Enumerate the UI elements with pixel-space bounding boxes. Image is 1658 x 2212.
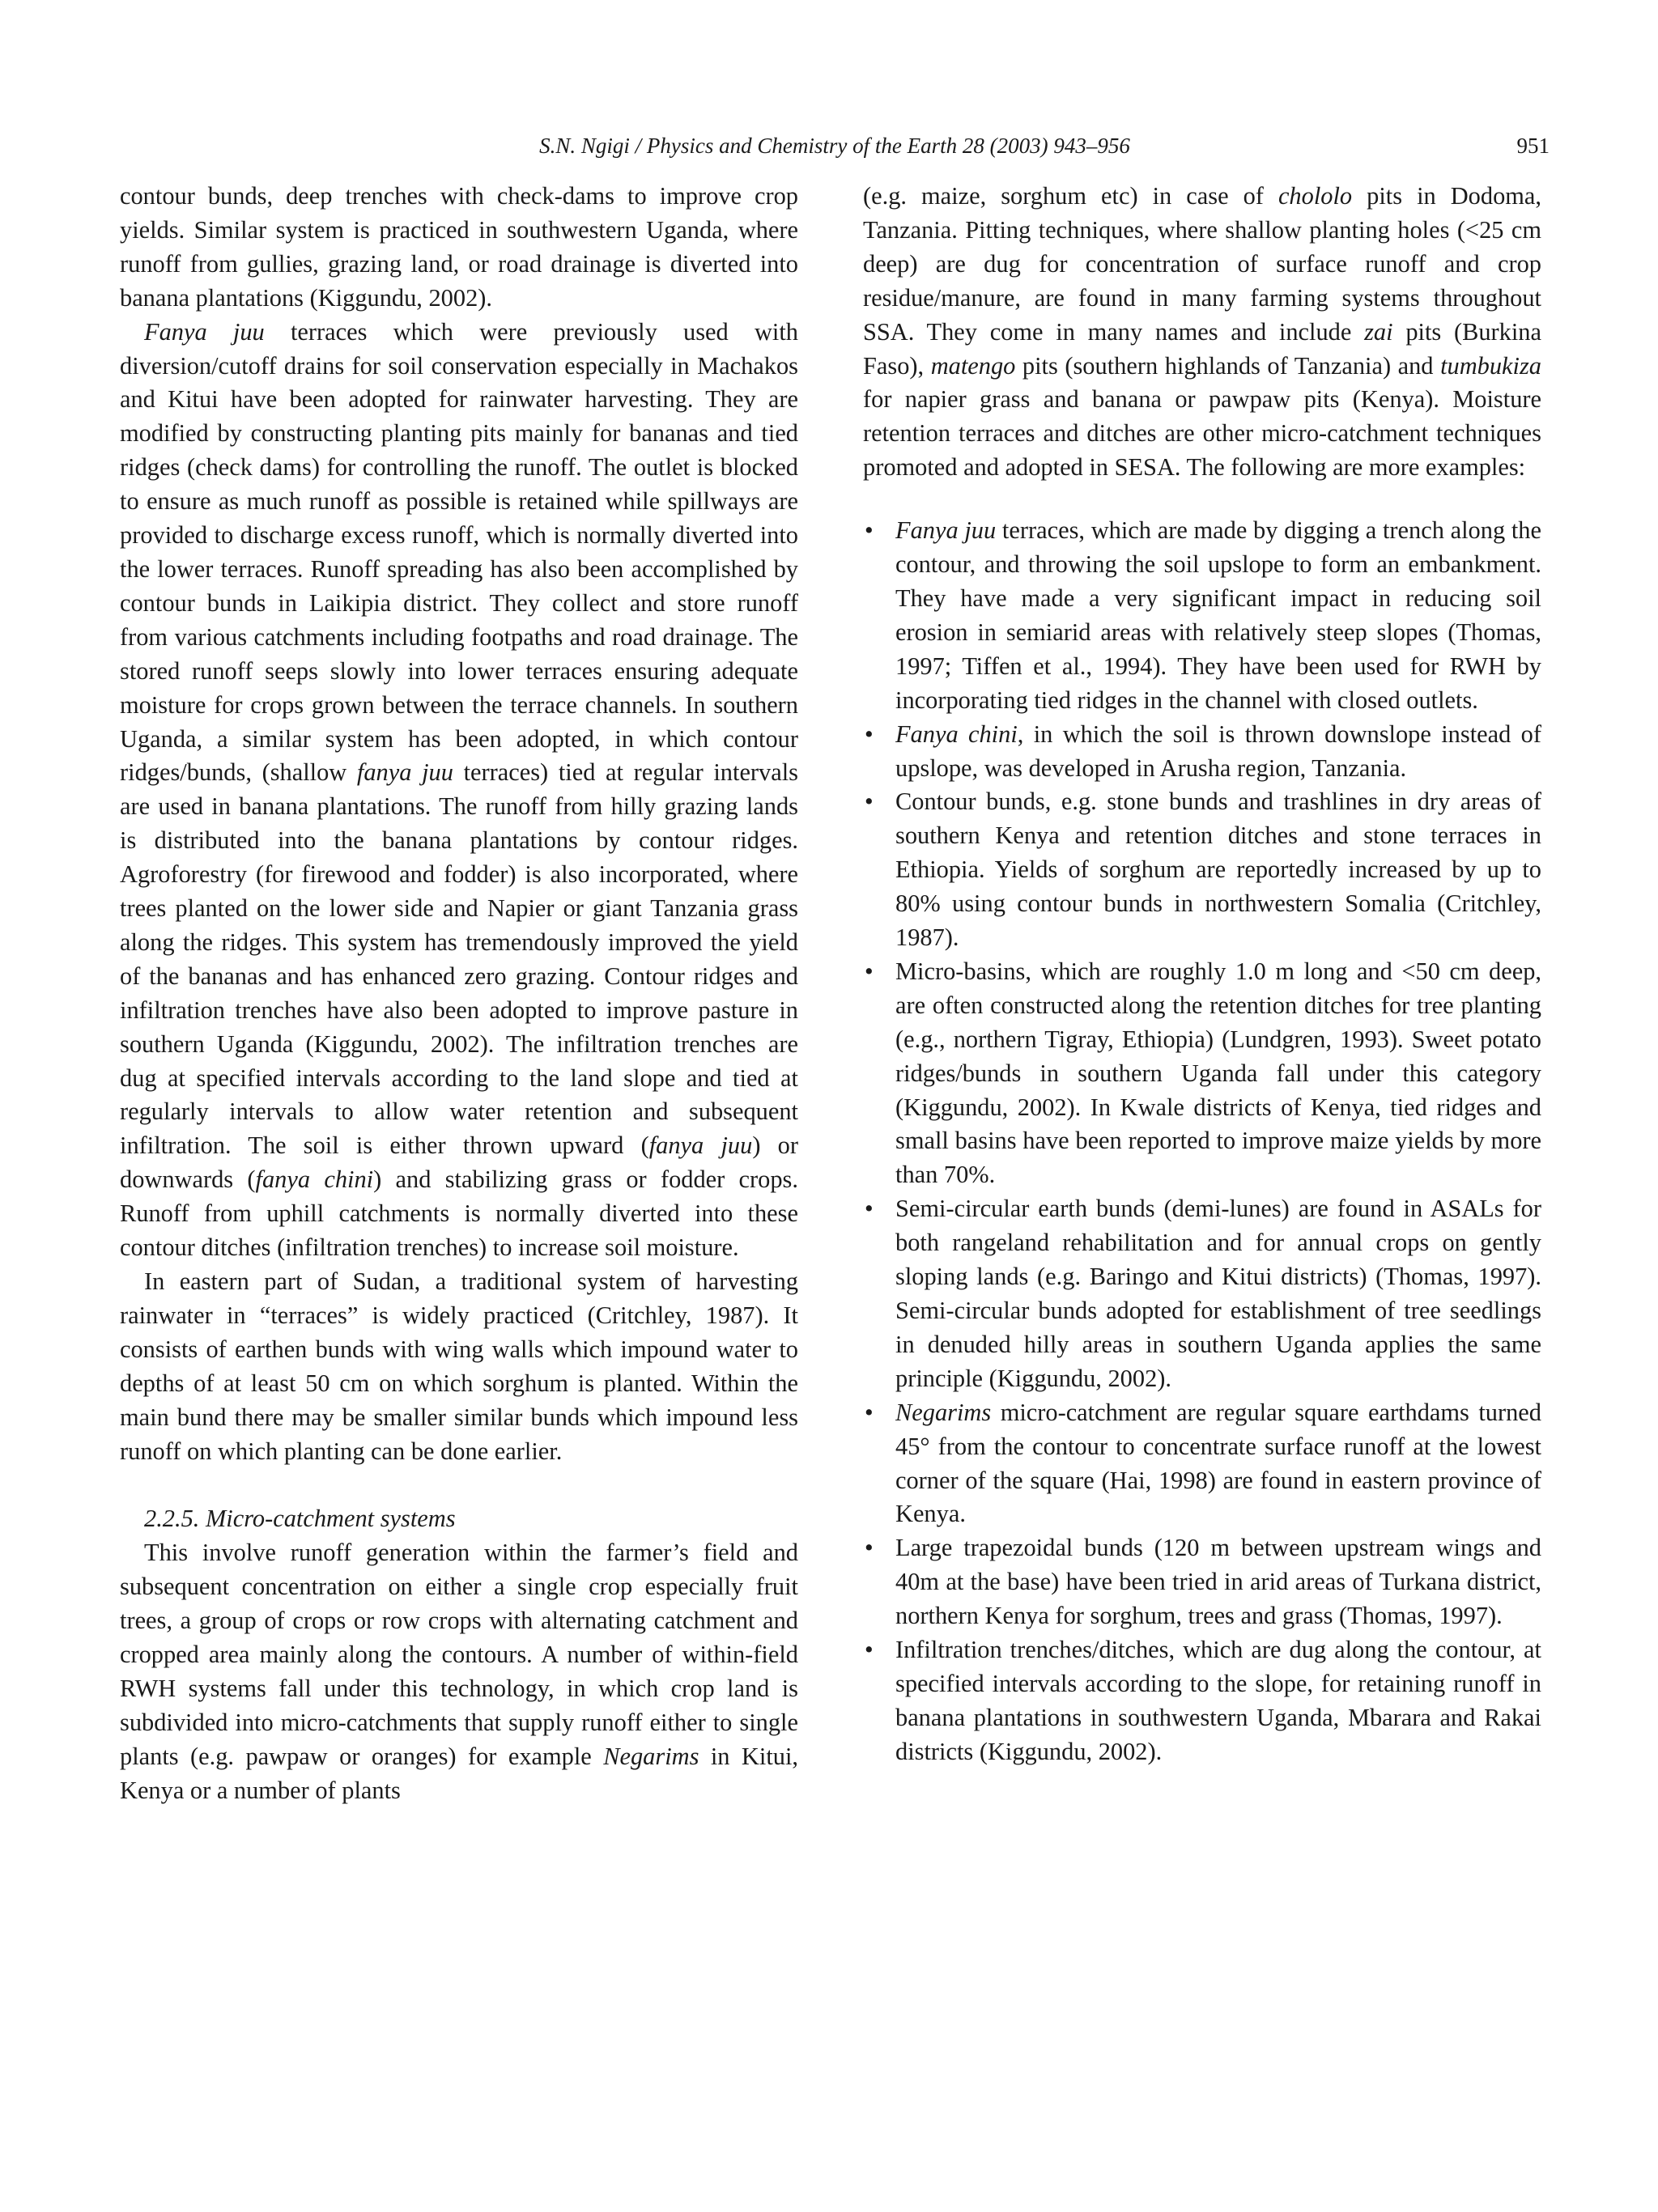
bullet-icon: • [865, 1195, 874, 1223]
italic-term: fanya juu [648, 1131, 753, 1160]
running-title: S.N. Ngigi / Physics and Chemistry of the Earth 28 (2003) 943–956 [539, 134, 1130, 158]
paragraph-text: This involve runoff generation within the farmer’s field and subsequent concentration on either a single crop especially fruit trees, a group of crops or row crops with alternating catchment and cropped area mainly along the contours. A number of within-field RWH systems fall under this technology, in which crop land is subdivided into micro-catchments that supply runoff either to single plants (e.g. pawpaw or oranges) for example [120, 1539, 798, 1770]
paragraph-text: ) and stabilizing grass or fodder crops. Runoff from uphill catchments is normally diverted into these contour ditches (infiltration trenches) to increase soil moisture. [120, 1165, 798, 1262]
italic-term: zai [1364, 317, 1393, 346]
bullet-icon: • [865, 1398, 874, 1426]
bullet-icon: • [865, 516, 874, 545]
paragraph-fanya-juu-terraces [120, 316, 798, 1265]
list-item-text: Contour bunds, e.g. stone bunds and trashlines in dry areas of southern Kenya and retention ditches and stone terraces in Ethiopia. Yields of sorghum are reportedly increased by up to 80% using contour bunds in northwestern Somalia (Critchley, 1987). [895, 788, 1541, 952]
paragraph-text: terraces which were previously used with diversion/cutoff drains for soil conservation especially in Machakos and Kitui have been adopted for rainwater harvesting. They are modified by constructing planting pits mainly for bananas and tied ridges (check dams) for controlling the runoff. The outlet is blocked to ensure as much runoff as possible is retained while spillways are provided to discharge excess runoff, which is normally diverted into the lower terraces. Runoff spreading has also been accomplished by contour bunds in Laikipia district. They collect and store runoff from various catchments including footpaths and road drainage. The stored runoff seeps slowly into lower terraces ensuring adequate moisture for crops grown between the terrace channels. In southern Uganda, a similar system has been adopted, in which contour ridges/bunds, (shallow [120, 317, 798, 787]
italic-term: matengo [930, 351, 1016, 380]
bullet-icon: • [865, 720, 874, 748]
page-number: 951 [1516, 134, 1550, 158]
list-item-text: Large trapezoidal bunds (120 m between upstream wings and 40m at the base) have been tried in arid areas of Turkana district, northern Kenya for sorghum, trees and grass (Thomas, 1997). [895, 1534, 1541, 1630]
paragraph-text: pits (southern highlands of Tanzania) and [1015, 351, 1441, 380]
paragraph-text: (e.g. maize, sorghum etc) in case of [863, 182, 1278, 210]
list-item-text: terraces, which are made by digging a trench along the contour, and throwing the soil upslope to form an embankment. They have made a very significant impact in reducing soil erosion in semiarid areas with relatively steep slopes (Thomas, 1997; Tiffen et al., 1994). They have been used for RWH by incorporating tied ridges in the channel with closed outlets. [895, 516, 1541, 714]
italic-term: Fanya juu [895, 516, 997, 545]
list-item-text: Semi-circular earth bunds (demi-lunes) are found in ASALs for both rangeland rehabilitation and for annual crops on gently sloping lands (e.g. Baringo and Kitui districts) (Thomas, 1997). Semi-circular bunds adopted for establishment of tree seedlings in denuded hilly areas in southern Uganda applies the same principle (Kiggundu, 2002). [895, 1195, 1541, 1392]
paragraph-text: pits in Dodoma, Tanzania. Pitting techniques, where shallow planting holes (<25 cm deep) are dug for concentration of surface runoff and crop residue/manure, are found in many farming systems throughout SSA. They come in many names and include [863, 182, 1541, 346]
italic-term: fanya chini [255, 1165, 374, 1194]
italic-term: chololo [1278, 182, 1353, 210]
bullet-icon: • [865, 957, 874, 985]
bullet-icon: • [865, 1636, 874, 1664]
bullet-icon: • [865, 788, 874, 816]
paragraph-text: pits (Burkina Faso), [863, 317, 1541, 380]
list-item [863, 785, 1541, 955]
italic-term: tumbukiza [1440, 351, 1541, 380]
list-item [863, 1396, 1541, 1532]
list-item-text: Infiltration trenches/ditches, which are dug along the contour, at specified intervals according to the slope, for retaining runoff in banana plantations in southwestern Uganda, Mbarara and Rakai districts (Kiggundu, 2002). [895, 1636, 1541, 1765]
paragraph-pitting-techniques [863, 180, 1541, 485]
paragraph-text: ) or downwards ( [120, 1131, 798, 1194]
list-item [863, 514, 1541, 717]
list-item [863, 1531, 1541, 1633]
list-item-text: , in which the soil is thrown downslope instead of upslope, was developed in Arusha region, Tanzania. [895, 720, 1541, 782]
paragraph-text: for napier grass and banana or pawpaw pits (Kenya). Moisture retention terraces and ditches are other micro-catchment techniques promoted and adopted in SESA. The following are more examples: [863, 385, 1541, 482]
paragraph-sudan-terraces: In eastern part of Sudan, a traditional system of harvesting rainwater in “terraces” is widely practiced (Critchley, 1987). It consists of earthen bunds with wing walls which impound water to depths of at least 50 cm on which sorghum is planted. Within the main bund there may be smaller similar bunds which impound less runoff on which planting can be done earlier. [120, 1267, 798, 1465]
list-item [863, 1633, 1541, 1769]
list-item [863, 1192, 1541, 1395]
paragraph-text: in Kitui, Kenya or a number of plants [120, 1742, 798, 1804]
list-item [863, 718, 1541, 786]
italic-term: Fanya juu [144, 317, 265, 346]
bullet-icon: • [865, 1534, 874, 1562]
italic-term: Negarims [603, 1742, 699, 1770]
paragraph-micro-catchment [120, 1536, 798, 1807]
list-item [863, 955, 1541, 1192]
running-header [120, 131, 1550, 163]
list-item-text: Micro-basins, which are roughly 1.0 m long and <50 cm deep, are often constructed along the retention ditches for tree planting (e.g., northern Tigray, Ethiopia) (Lundgren, 1993). Sweet potato ridges/bunds in southern Uganda fall under this category (Kiggundu, 2002). In Kwale districts of Kenya, tied ridges and small basins have been reported to improve maize yields by more than 70%. [895, 957, 1541, 1189]
right-column [863, 180, 1541, 1769]
italic-term: Negarims [895, 1398, 992, 1426]
bullet-list [863, 514, 1541, 1769]
paragraph-continued: contour bunds, deep trenches with check-dams to improve crop yields. Similar system is practiced in southwestern Uganda, where runoff from gullies, grazing land, or road drainage is diverted into banana plantations (Kiggundu, 2002). [120, 182, 798, 312]
italic-term: Fanya chini [895, 720, 1018, 748]
paragraph-text: terraces) tied at regular intervals are used in banana plantations. The runoff from hilly grazing lands is distributed into the banana plantations by contour ridges. Agroforestry (for firewood and fodder) is also incorporated, where trees planted on the lower side and Napier or giant Tanzania grass along the ridges. This system has tremendously improved the yield of the bananas and has enhanced zero grazing. Contour ridges and infiltration trenches have also been adopted to improve pasture in southern Uganda (Kiggundu, 2002). The infiltration trenches are dug at specified intervals according to the land slope and tied at regularly intervals to allow water retention and subsequent infiltration. The soil is either thrown upward ( [120, 758, 799, 1160]
list-item-text: micro-catchment are regular square earthdams turned 45° from the contour to concentrate surface runoff at the lowest corner of the square (Hai, 1998) are found in eastern province of Kenya. [895, 1398, 1541, 1528]
italic-term: fanya juu [356, 758, 453, 787]
section-heading: 2.2.5. Micro-catchment systems [144, 1505, 456, 1533]
left-column [120, 180, 798, 1808]
